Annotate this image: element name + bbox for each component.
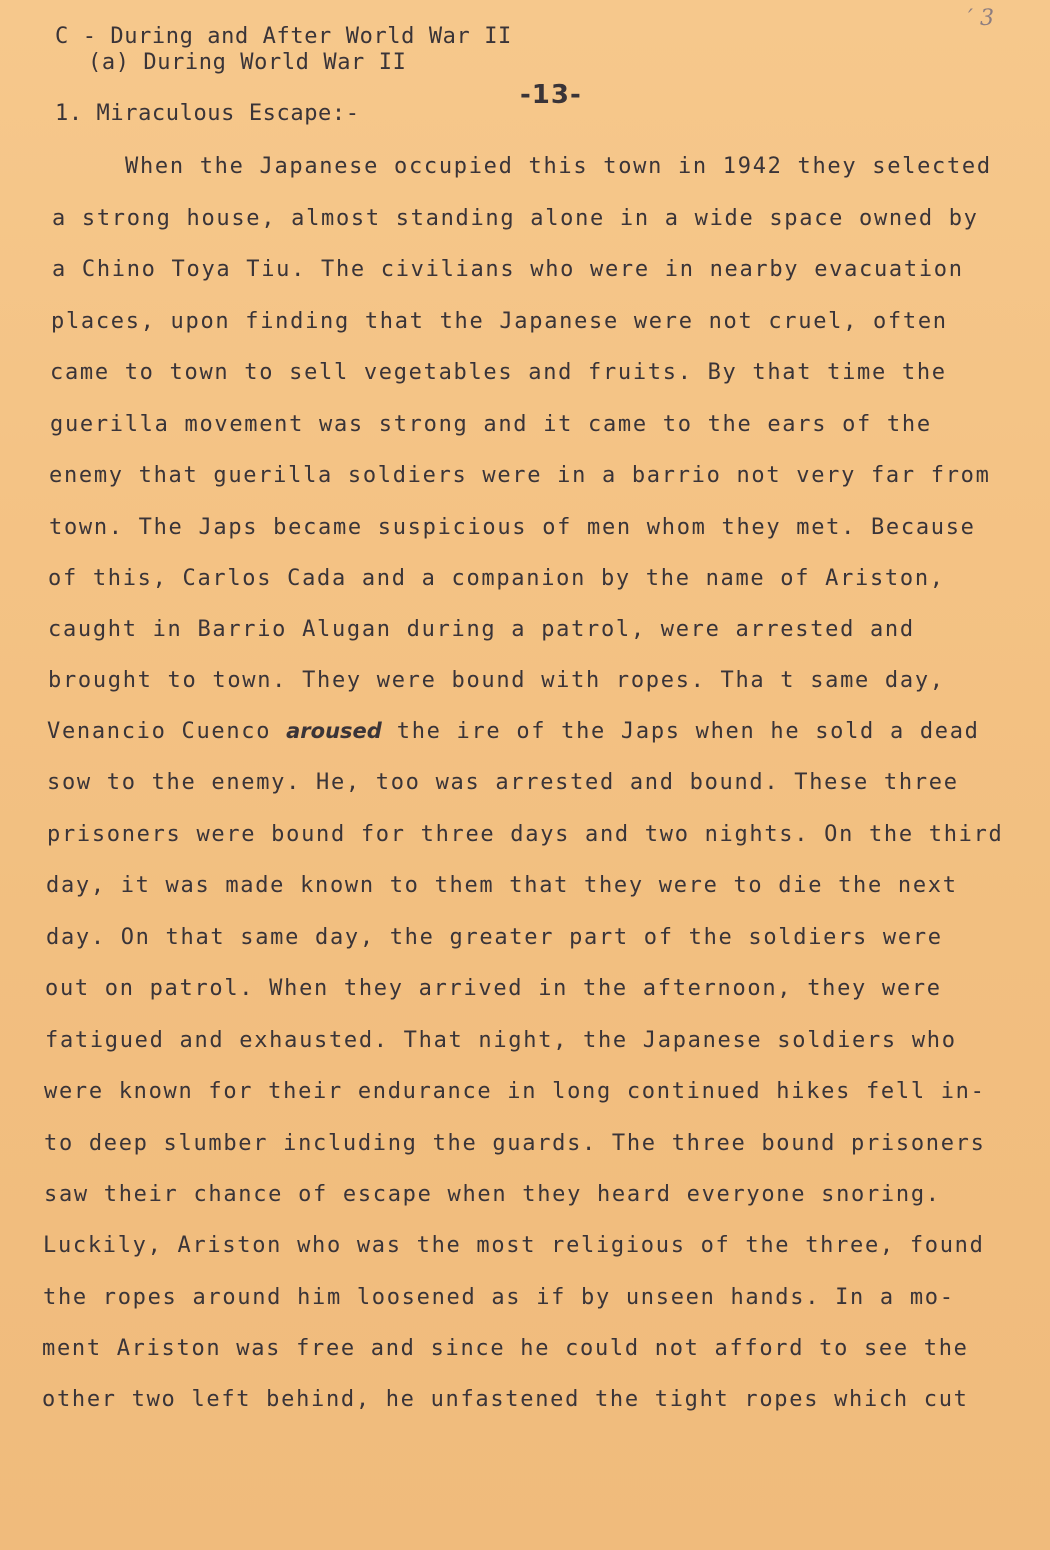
text-line: Luckily, Ariston who was the most religious of the three, found xyxy=(43,1233,985,1258)
text-line: to deep slumber including the guards. The three bound prisoners xyxy=(44,1131,986,1156)
text-line: When the Japanese occupied this town in 1942 they selected xyxy=(125,154,992,179)
text-line: of this, Carlos Cada and a companion by the name of Ariston, xyxy=(48,566,945,591)
text-line-with-handwriting xyxy=(47,719,980,744)
text-line: were known for their endurance in long continued hikes fell in- xyxy=(44,1079,986,1104)
typed-text: the ire of the Japs when he sold a dead xyxy=(381,719,980,744)
text-line: ment Ariston was free and since he could not afford to see the xyxy=(42,1336,969,1361)
text-line: a Chino Toya Tiu. The civilians who were in nearby evacuation xyxy=(52,257,964,282)
text-line: brought to town. They were bound with ropes. Tha t same day, xyxy=(48,668,945,693)
handwritten-correction: aroused xyxy=(286,719,382,743)
section-heading: C - During and After World War II xyxy=(55,24,512,49)
text-line: out on patrol. When they arrived in the afternoon, they were xyxy=(45,976,942,1001)
page-number: -13- xyxy=(520,80,582,110)
text-line: prisoners were bound for three days and two nights. On the third xyxy=(47,822,1004,847)
text-line: town. The Japs became suspicious of men whom they met. Because xyxy=(49,515,976,540)
text-line: enemy that guerilla soldiers were in a barrio not very far from xyxy=(49,463,991,488)
corner-pencil-mark: ′ 3 xyxy=(968,6,994,31)
text-line: caught in Barrio Alugan during a patrol, were arrested and xyxy=(48,617,915,642)
text-line: came to town to sell vegetables and fruits. By that time the xyxy=(50,360,947,385)
text-line: day, it was made known to them that they were to die the next xyxy=(46,873,958,898)
text-line: guerilla movement was strong and it came to the ears of the xyxy=(50,412,932,437)
text-line: saw their chance of escape when they heard everyone snoring. xyxy=(44,1182,941,1207)
text-line: fatigued and exhausted. That night, the Japanese soldiers who xyxy=(45,1028,957,1053)
subheading: (a) During World War II xyxy=(88,50,407,75)
text-line: sow to the enemy. He, too was arrested and bound. These three xyxy=(47,770,959,795)
item-title: 1. Miraculous Escape:- xyxy=(55,101,360,126)
text-line: day. On that same day, the greater part of the soldiers were xyxy=(46,925,943,950)
text-line: other two left behind, he unfastened the tight ropes which cut xyxy=(42,1387,969,1412)
text-line: places, upon finding that the Japanese were not cruel, often xyxy=(51,309,948,334)
text-line: the ropes around him loosened as if by unseen hands. In a mo- xyxy=(43,1285,955,1310)
typed-text: Venancio Cuenco xyxy=(47,719,287,744)
text-line: a strong house, almost standing alone in a wide space owned by xyxy=(52,206,979,231)
